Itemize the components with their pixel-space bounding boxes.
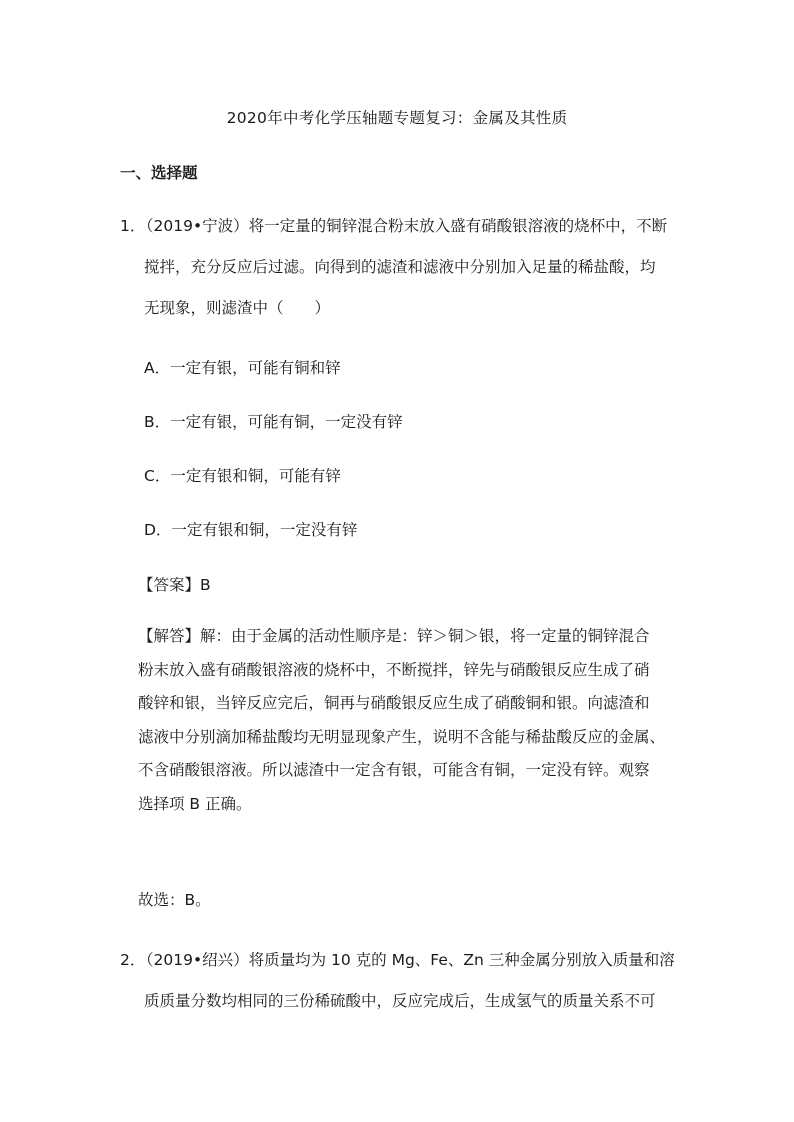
- question-1-analysis: [138, 620, 683, 821]
- question-1-stem-line: 无现象，则滤渣中（ ）: [144, 299, 331, 317]
- question-1-stem: [120, 206, 690, 329]
- question-1-option-c: C．一定有银和铜，可能有锌: [144, 467, 341, 485]
- question-1-number: 1．: [120, 217, 146, 235]
- analysis-line: 【解答】解：由于金属的活动性顺序是：锌＞铜＞银，将一定量的铜锌混合: [138, 627, 650, 645]
- analysis-line: 粉末放入盛有硝酸银溶液的烧杯中，不断搅拌，锌先与硝酸银反应生成了硝: [138, 660, 650, 679]
- question-2-stem-line: （2019•绍兴）将质量均为 10 克的 Mg、Fe、Zn 三种金属分别放入质量和溶: [138, 951, 675, 969]
- question-1-option-a: A．一定有银，可能有铜和锌: [144, 359, 341, 377]
- analysis-line: 选择项 B 正确。: [138, 794, 252, 813]
- analysis-line: 不含硝酸银溶液。所以滤渣中一定含有银，可能含有铜，一定没有锌。观察: [138, 761, 650, 779]
- question-1-answer: 【答案】B: [138, 576, 211, 594]
- question-2: [120, 940, 690, 1022]
- question-2-stem: [120, 940, 690, 1022]
- question-1-stem-line: （2019•宁波）将一定量的铜锌混合粉末放入盛有硝酸银溶液的烧杯中，不断: [138, 217, 668, 235]
- question-1: [120, 206, 690, 329]
- analysis-line: 滤液中分别滴加稀盐酸均无明显现象产生，说明不含能与稀盐酸反应的金属、: [138, 727, 666, 746]
- question-1-option-b: B．一定有银，可能有铜，一定没有锌: [144, 413, 403, 431]
- analysis-line: 酸锌和银，当锌反应完后，铜再与硝酸银反应生成了硝酸铜和银。向滤渣和: [138, 694, 650, 712]
- question-1-stem-line: 搅拌，充分反应后过滤。向得到的滤渣和滤液中分别加入足量的稀盐酸，均: [144, 258, 656, 276]
- question-2-stem-line: 质质量分数均相同的三份稀硫酸中，反应完成后，生成氢气的质量关系不可: [144, 992, 656, 1010]
- document-title: 2020年中考化学压轴题专题复习：金属及其性质: [226, 109, 568, 127]
- question-1-option-d: D．一定有银和铜，一定没有锌: [144, 521, 358, 539]
- section-heading: 一、选择题: [120, 164, 198, 182]
- question-1-conclusion: 故选：B。: [138, 891, 211, 909]
- question-2-number: 2．: [120, 951, 146, 969]
